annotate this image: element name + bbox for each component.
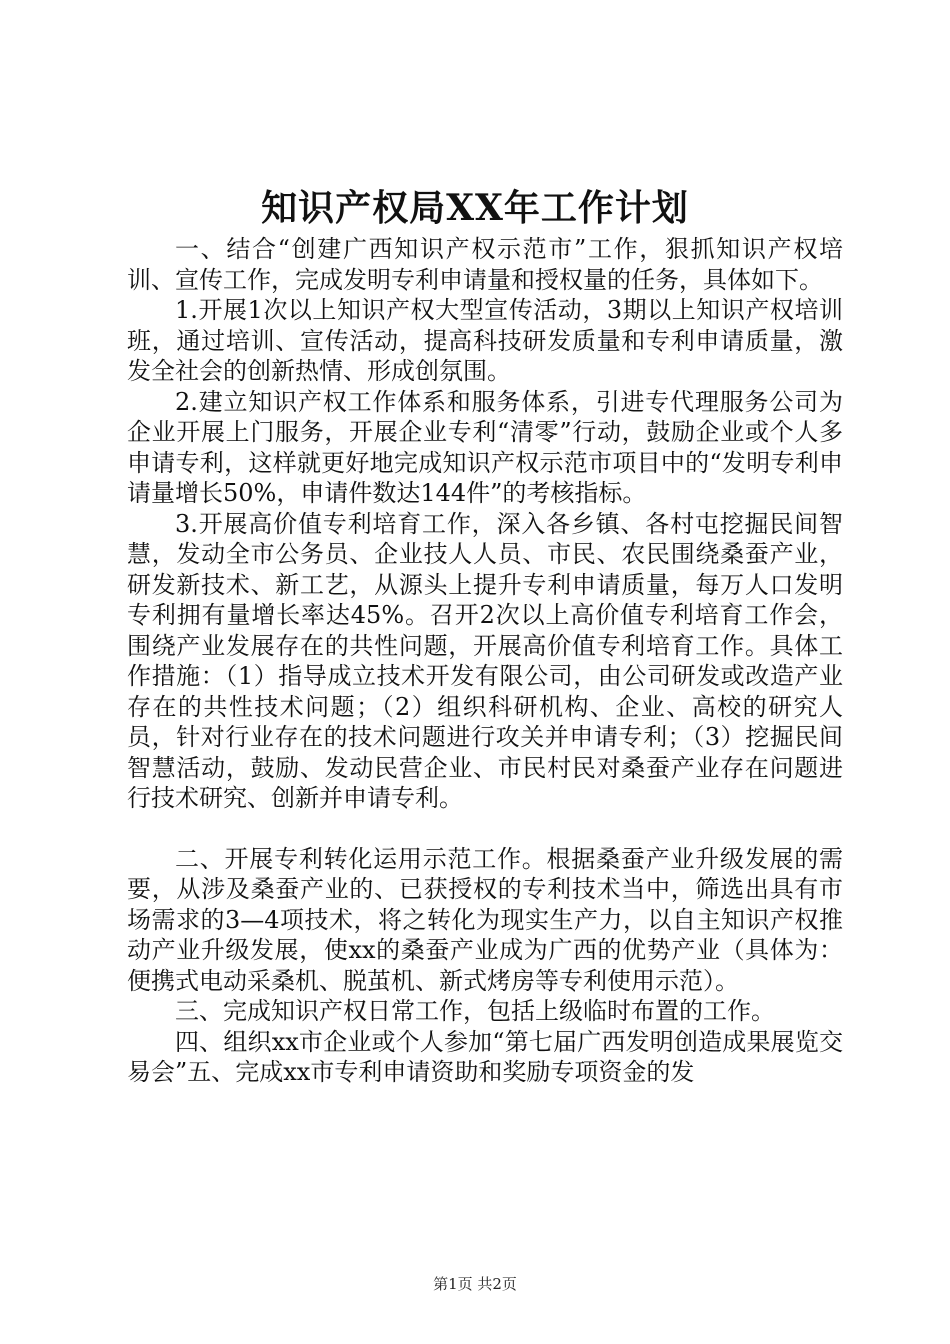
- paragraph-section-2: 二、开展专利转化运用示范工作。根据桑蚕产业升级发展的需要，从涉及桑蚕产业的、已获授权的专利技术当中，筛选出具有市场需求的3—4项技术，将之转化为现实生产力，以自主知识产权推动产业升级发展，使xx的桑蚕产业成为广西的优势产业（具体为：便携式电动采桑机、脱茧机、新式烤房等专利使用示范）。: [127, 844, 843, 995]
- paragraph-spacer: [127, 814, 843, 844]
- paragraph-section-1: 一、结合“创建广西知识产权示范市”工作，狠抓知识产权培训、宣传工作，完成发明专利申请量和授权量的任务，具体如下。: [127, 235, 843, 294]
- document-body: [127, 234, 843, 1088]
- paragraph-section-4: 四、组织xx市企业或个人参加“第七届广西发明创造成果展览交易会”五、完成xx市专利申请资助和奖励专项资金的发: [127, 1027, 843, 1086]
- paragraph-item-1: 1.开展1次以上知识产权大型宣传活动，3期以上知识产权培训班，通过培训、宣传活动，提高科技研发质量和专利申请质量，激发全社会的创新热情、形成创氛围。: [127, 296, 843, 385]
- page-number-footer: 第1页 共2页: [433, 1275, 517, 1293]
- paragraph-item-3: 3.开展高价值专利培育工作，深入各乡镇、各村屯挖掘民间智慧，发动全市公务员、企业技人人员、市民、农民围绕桑蚕产业，研发新技术、新工艺，从源头上提升专利申请质量，每万人口发明专利拥有量增长率达45%。召开2次以上高价值专利培育工作会，围绕产业发展存在的共性问题，开展高价值专利培育工作。具体工作措施：（1）指导成立技术开发有限公司，由公司研发或改造产业存在的共性技术问题；（2）组织科研机构、企业、高校的研究人员，针对行业存在的技术问题进行攻关并申请专利；（3）挖掘民间智慧活动，鼓励、发动民营企业、市民村民对桑蚕产业存在问题进行技术研究、创新并申请专利。: [127, 509, 843, 812]
- paragraph-section-3: 三、完成知识产权日常工作，包括上级临时布置的工作。: [175, 997, 775, 1025]
- document-title: 知识产权局XX年工作计划: [261, 187, 689, 229]
- paragraph-item-2: 2.建立知识产权工作体系和服务体系，引进专代理服务公司为企业开展上门服务，开展企业专利“清零”行动，鼓励企业或个人多申请专利，这样就更好地完成知识产权示范市项目中的“发明专利申请量增长50%，申请件数达144件”的考核指标。: [127, 387, 843, 507]
